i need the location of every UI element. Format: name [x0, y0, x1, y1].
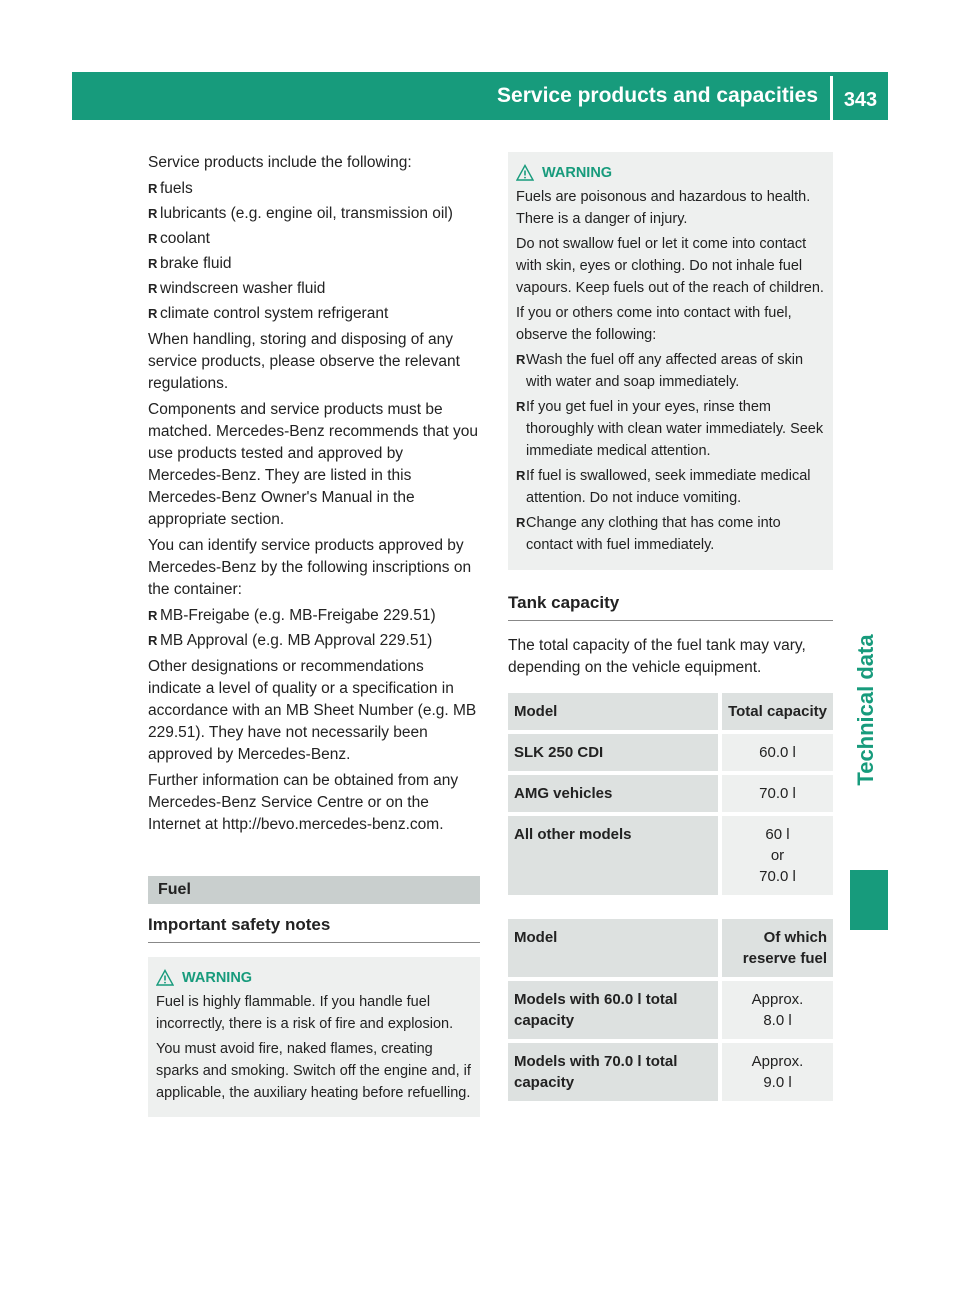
- warning-label: WARNING: [542, 165, 613, 181]
- list-item: R If fuel is swallowed, seek immediate medical attention. Do not induce vomiting.: [516, 465, 825, 509]
- bullet-icon: R: [148, 181, 158, 196]
- page-number: 343: [843, 89, 878, 111]
- value-cell: Approx. 9.0 l: [722, 1043, 833, 1105]
- paragraph: Components and service products must be matched. Mercedes-Benz recommends that you use products tested and approved by Mercedes-Benz. They are listed in this Mercedes-Benz Owner's Manual in the appropriate section.: [148, 401, 478, 528]
- warning-box: [508, 152, 833, 570]
- value-cell: Approx. 8.0 l: [722, 981, 833, 1043]
- first-aid-list: [516, 349, 825, 556]
- paragraph: Other designations or recommendations indicate a level of quality or a specification in accordance with an MB Sheet Number (e.g. MB 229.51). They have not necessarily been approved by Mercedes-Benz.: [148, 658, 477, 763]
- side-tab-marker: [850, 870, 888, 930]
- column-header: Of which reserve fuel: [722, 919, 833, 981]
- bullet-icon: R: [148, 231, 158, 246]
- list-item: R climate control system refrigerant: [148, 303, 480, 325]
- bullet-icon: R: [148, 633, 158, 648]
- bullet-icon: R: [516, 468, 526, 483]
- list-item: R Change any clothing that has come into contact with fuel immediately.: [516, 512, 825, 556]
- value-cell: 70.0 l: [722, 775, 833, 816]
- warning-text: Fuel is highly flammable. If you handle fuel incorrectly, there is a risk of fire and explosion.: [156, 994, 454, 1032]
- warning-triangle-icon: [516, 164, 534, 182]
- intro-text: Service products include the following:: [148, 154, 412, 171]
- tank-intro: The total capacity of the fuel tank may vary, depending on the vehicle equipment.: [508, 637, 806, 676]
- list-item: R MB Approval (e.g. MB Approval 229.51): [148, 630, 480, 652]
- bullet-icon: R: [516, 515, 526, 530]
- inscriptions-list: [148, 605, 480, 652]
- warning-text: Do not swallow fuel or let it come into contact with skin, eyes or clothing. Do not inhale fuel vapours. Keep fuels out of the reach of children.: [516, 236, 824, 296]
- bullet-icon: R: [148, 256, 158, 271]
- bullet-icon: R: [148, 306, 158, 321]
- column-header: Model: [508, 693, 722, 734]
- model-cell: Models with 70.0 l total capacity: [508, 1043, 722, 1105]
- bullet-icon: R: [516, 352, 526, 367]
- model-cell: AMG vehicles: [508, 775, 722, 816]
- warning-text: If you or others come into contact with fuel, observe the following:: [516, 305, 792, 343]
- warning-header: [156, 967, 472, 989]
- total-capacity-table: [508, 693, 833, 899]
- fuel-section-bar: Fuel: [148, 876, 480, 904]
- list-item: R coolant: [148, 228, 480, 250]
- list-item: R If you get fuel in your eyes, rinse them thoroughly with clean water immediately. Seek immediate medical attention.: [516, 396, 825, 462]
- page-title: Service products and capacities: [497, 84, 818, 107]
- bullet-icon: R: [516, 399, 526, 414]
- bullet-icon: R: [148, 206, 158, 221]
- value-cell: 60 l or 70.0 l: [722, 816, 833, 899]
- left-column: [148, 152, 480, 1117]
- products-list: [148, 178, 480, 325]
- reserve-fuel-table: [508, 919, 833, 1105]
- list-item: R fuels: [148, 178, 480, 200]
- tank-capacity-heading: Tank capacity: [508, 590, 833, 621]
- list-item: R Wash the fuel off any affected areas of skin with water and soap immediately.: [516, 349, 825, 393]
- warning-text: You must avoid fire, naked flames, creating sparks and smoking. Switch off the engine and, if applicable, the auxiliary heating before refuelling.: [156, 1041, 471, 1101]
- paragraph: You can identify service products approved by Mercedes-Benz by the following inscriptions on the container:: [148, 537, 472, 598]
- table-row: [508, 734, 833, 775]
- warning-header: [516, 162, 825, 184]
- list-item: R windscreen washer fluid: [148, 278, 480, 300]
- list-item: R brake fluid: [148, 253, 480, 275]
- column-header: Total capacity: [722, 693, 833, 734]
- table-header-row: [508, 919, 833, 981]
- value-cell: 60.0 l: [722, 734, 833, 775]
- column-header: Model: [508, 919, 722, 981]
- model-cell: Models with 60.0 l total capacity: [508, 981, 722, 1043]
- side-tab: [846, 580, 886, 840]
- safety-notes-heading: Important safety notes: [148, 912, 480, 943]
- list-item: R lubricants (e.g. engine oil, transmission oil): [148, 203, 480, 225]
- warning-triangle-icon: [156, 969, 174, 987]
- list-item: R MB-Freigabe (e.g. MB-Freigabe 229.51): [148, 605, 480, 627]
- right-column: [508, 152, 833, 1105]
- warning-label: WARNING: [182, 970, 253, 986]
- bullet-icon: R: [148, 608, 158, 623]
- warning-text: Fuels are poisonous and hazardous to health. There is a danger of injury.: [516, 189, 811, 227]
- table-row: [508, 981, 833, 1043]
- paragraph: Further information can be obtained from any Mercedes-Benz Service Centre or on the Internet at http://bevo.mercedes-benz.com.: [148, 772, 459, 833]
- side-tab-label: Technical data: [853, 634, 878, 786]
- table-row: [508, 816, 833, 899]
- warning-box: [148, 957, 480, 1117]
- bullet-icon: R: [148, 281, 158, 296]
- model-cell: SLK 250 CDI: [508, 734, 722, 775]
- table-row: [508, 1043, 833, 1105]
- model-cell: All other models: [508, 816, 722, 899]
- table-header-row: [508, 693, 833, 734]
- paragraph: When handling, storing and disposing of any service products, please observe the relevant regulations.: [148, 331, 460, 392]
- table-row: [508, 775, 833, 816]
